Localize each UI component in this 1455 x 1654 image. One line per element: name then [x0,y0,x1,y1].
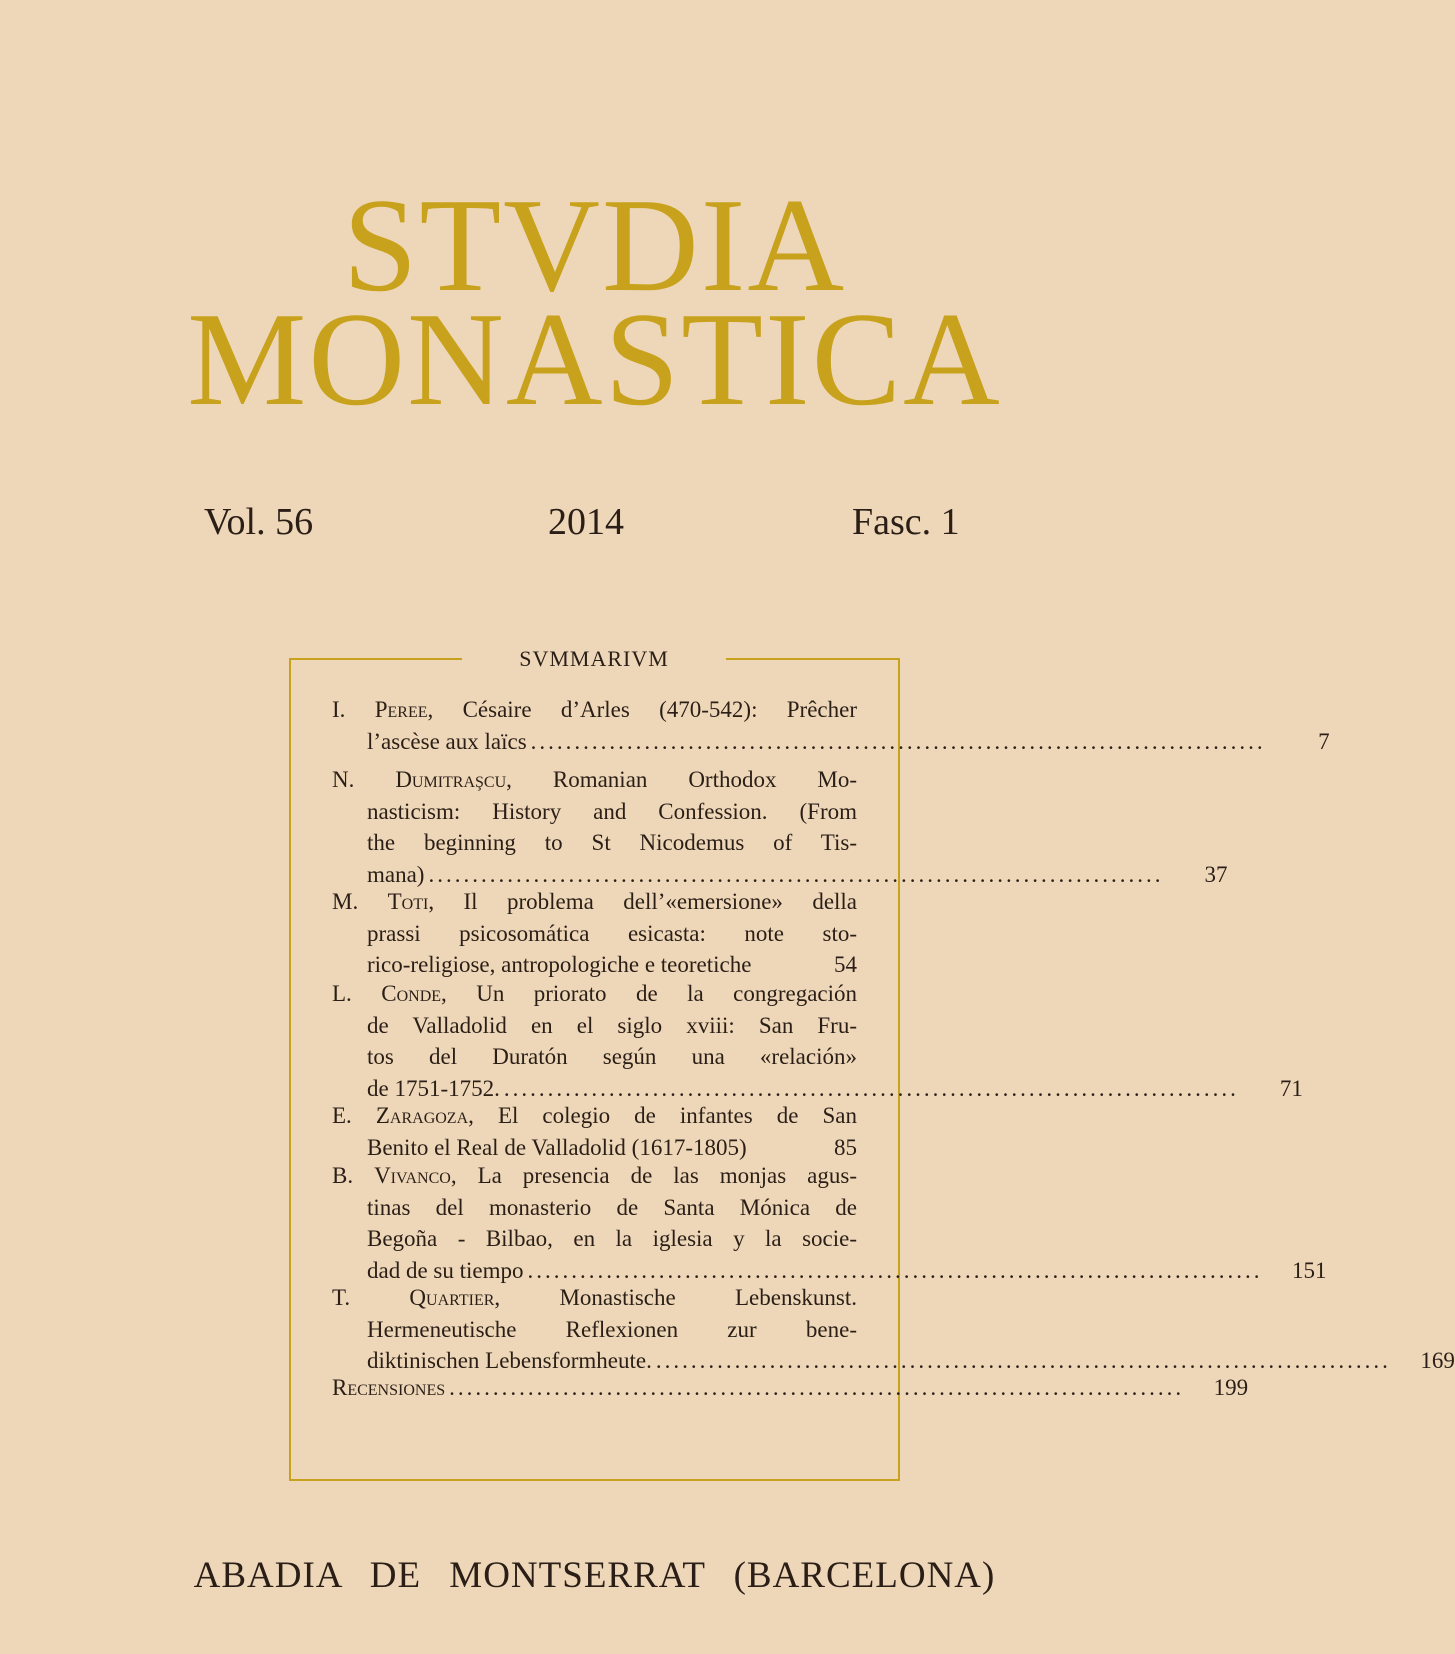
contents-entry [332,978,1303,1104]
entry-line: de Valladolid en el siglo xviii: San Fru- [367,1012,857,1038]
entry-line: the beginning to St Nicodemus of Tis- [367,830,857,855]
journal-title-line-2: MONASTICA [187,285,1002,433]
author-initial: N. [332,767,355,792]
entry-line: tos del Duratón según una «relación» [367,1044,857,1069]
entry-line: N. Dumitraşcu, Romanian Orthodox Mo- [332,767,858,792]
author-initial: L. [332,981,352,1006]
entry-line: Begoña - Bilbao, en la iglesia y la socie- [367,1226,857,1251]
contents-entry [332,1100,857,1163]
entry-line: diktinischen Lebensformheute. .................................................................................... 169 [332,1345,857,1377]
entry-line [332,1372,1249,1404]
page-number: 54 [834,952,857,977]
page-number: 199 [1213,1375,1249,1400]
entry-line: I. Peree, Césaire d’Arles (470-542): Prêcher [332,697,857,722]
author-name: Quartier [409,1285,495,1310]
entry-line: B. Vivanco, La presencia de las monjas agus- [332,1163,858,1188]
entry-line: Benito el Real de Valladolid (1617-1805) 85 [332,1132,857,1164]
page-number: 7 [1318,728,1330,754]
contents-entry [332,1160,1327,1286]
entry-line: M. Toti, Il problema dell’«emersione» della [332,889,858,914]
entry-line: nasticism: History and Confession. (From [367,798,857,824]
dot-leader: .................................................................................... [503,1075,1239,1101]
author-initial: M. [332,889,359,914]
page-number: 169 [1420,1348,1455,1373]
entry-line: E. Zaragoza, El colegio de infantes de San [332,1103,857,1128]
page-number: 71 [1279,1075,1303,1101]
page-number: 151 [1292,1257,1327,1283]
author-initial: T. [332,1285,351,1310]
contents-entry [332,764,1228,890]
volume-number: Vol. 56 [204,501,314,543]
issue-year: 2014 [548,501,624,543]
contents-box [289,646,1455,1481]
contents-entry [332,694,1330,757]
entry-line: mana) .................................................................................... 37 [332,859,857,891]
dot-leader: .................................................................................... [530,728,1266,754]
contents-entry [332,886,857,981]
entry-line: Hermeneutische Reflexionen zur bene- [367,1316,857,1342]
author-name: Conde [381,981,442,1006]
recensiones-entry [332,1372,1249,1404]
entry-line: prassi psicosomática esicasta: note sto- [367,920,857,946]
author-name: Vivanco [374,1163,451,1188]
dot-leader: .................................................................................... [428,861,1164,887]
page-number: 85 [834,1134,857,1160]
entry-line: de 1751-1752. .................................................................................... 71 [332,1073,857,1105]
dot-leader: .................................................................................... [449,1375,1185,1400]
publisher-footer: ABADIA DE MONTSERRAT (BARCELONA) [193,1555,996,1596]
fascicle-number: Fasc. 1 [852,501,960,543]
author-name: Dumitraşcu [395,767,507,792]
author-name: Toti [387,889,429,914]
dot-leader: .................................................................................... [527,1257,1263,1283]
author-initial: B. [332,1163,354,1188]
entry-line: T. Quartier, Monastische Lebenskunst. [332,1285,858,1310]
entry-line: l’ascèse aux laïcs .................................................................................... 7 [332,726,857,758]
recensiones-label: Recensiones [332,1375,446,1400]
dot-leader: .................................................................................... [655,1348,1391,1373]
page-number: 37 [1204,861,1228,887]
journal-title-line-1: STVDIA [342,171,847,319]
contents-heading: SVMMARIVM [462,646,726,672]
contents-entry [332,1282,1455,1377]
entry-line: rico-religiose, antropologiche e teoretiche 54 [332,949,857,981]
author-name: Zaragoza [375,1103,469,1128]
entry-line: tinas del monasterio de Santa Mónica de [367,1194,857,1220]
author-initial: E. [332,1103,352,1128]
author-initial: I. [332,697,346,722]
author-name: Peree [374,697,428,722]
entry-line: dad de su tiempo .................................................................................... 151 [332,1255,857,1287]
entry-line: L. Conde, Un priorato de la congregación [332,981,858,1006]
